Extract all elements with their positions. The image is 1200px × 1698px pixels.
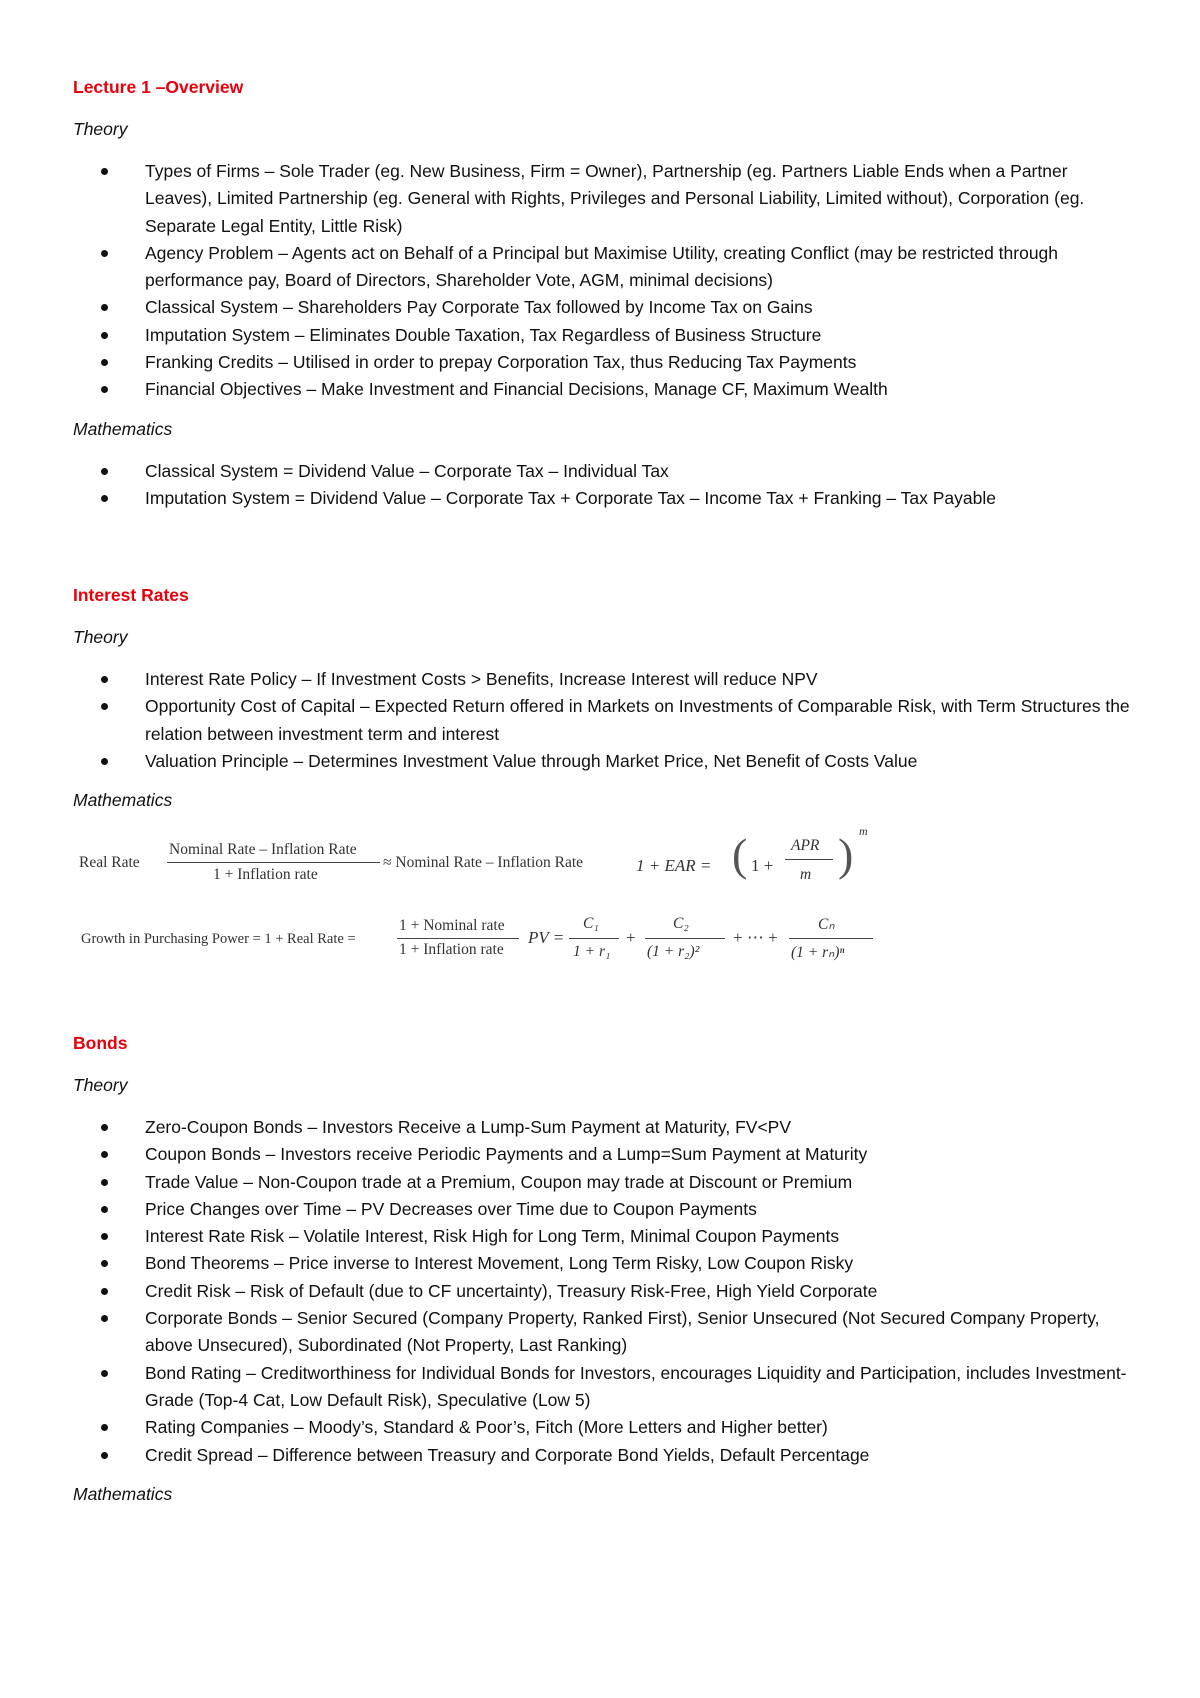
ear-lhs: 1 + EAR = — [636, 856, 712, 875]
gpp-fraction-bar — [397, 938, 519, 939]
pv-ellipsis: + ⋯ + — [733, 928, 778, 947]
section-heading: Bonds — [73, 1033, 128, 1053]
pv-term1-denominator: 1 + r₁ — [573, 943, 611, 960]
theory-label: Theory — [73, 627, 128, 647]
theory-label: Theory — [73, 119, 128, 139]
ear-one-plus: 1 + — [751, 856, 774, 875]
section-bonds — [73, 1031, 1133, 1506]
mathematics-list — [73, 458, 1133, 513]
ear-numerator: APR — [791, 837, 820, 854]
list-item: Valuation Principle – Determines Investment Value through Market Price, Net Benefit of Costs Value — [73, 748, 1133, 775]
pv-termn-denominator: (1 + rₙ)ⁿ — [791, 944, 845, 961]
gpp-numerator: 1 + Nominal rate — [399, 917, 505, 934]
list-item: Imputation System = Dividend Value – Corporate Tax + Corporate Tax – Income Tax + Franking – Tax Payable — [73, 485, 1133, 512]
ear-left-paren: ( — [732, 829, 748, 880]
list-item: Imputation System – Eliminates Double Taxation, Tax Regardless of Business Structure — [73, 322, 1133, 349]
pv-term2-denominator: (1 + r₂)² — [647, 943, 700, 960]
list-item: Types of Firms – Sole Trader (eg. New Business, Firm = Owner), Partnership (eg. Partners Liable Ends when a Partner Leaves), Limited Partnership (eg. General with Rights, Privileges and Personal Liability, Limited without), Corporation (eg. Separate Legal Entity, Little Risk) — [73, 158, 1133, 240]
list-item: Coupon Bonds – Investors receive Periodic Payments and a Lump=Sum Payment at Maturity — [73, 1141, 1133, 1168]
gpp-lhs: Growth in Purchasing Power = 1 + Real Rate = — [81, 931, 356, 947]
section-interest-rates — [73, 583, 1133, 812]
section-heading: Interest Rates — [73, 585, 189, 605]
list-item: Bond Theorems – Price inverse to Interest Movement, Long Term Risky, Low Coupon Risky — [73, 1250, 1133, 1277]
list-item: Price Changes over Time – PV Decreases over Time due to Coupon Payments — [73, 1196, 1133, 1223]
real-rate-denominator: 1 + Inflation rate — [213, 866, 318, 883]
list-item: Bond Rating – Creditworthiness for Individual Bonds for Investors, encourages Liquidity and Participation, includes Investment-Grade (Top-4 Cat, Low Default Risk), Speculative (Low 5) — [73, 1360, 1133, 1415]
formula-block — [73, 826, 903, 976]
pv-lhs: PV = — [528, 928, 565, 947]
gpp-denominator: 1 + Inflation rate — [399, 941, 504, 958]
ear-denominator: m — [800, 866, 812, 883]
list-item: Rating Companies – Moody’s, Standard & Poor’s, Fitch (More Letters and Higher better) — [73, 1414, 1133, 1441]
list-item: Agency Problem – Agents act on Behalf of a Principal but Maximise Utility, creating Conflict (may be restricted through performance pay, Board of Directors, Shareholder Vote, AGM, minimal decisions) — [73, 240, 1133, 295]
theory-list — [73, 666, 1133, 775]
list-item: Classical System – Shareholders Pay Corporate Tax followed by Income Tax on Gains — [73, 294, 1133, 321]
list-item: Interest Rate Risk – Volatile Interest, Risk High for Long Term, Minimal Coupon Payments — [73, 1223, 1133, 1250]
list-item: Zero-Coupon Bonds – Investors Receive a Lump-Sum Payment at Maturity, FV<PV — [73, 1114, 1133, 1141]
pv-termn-bar — [789, 938, 873, 939]
list-item: Credit Risk – Risk of Default (due to CF uncertainty), Treasury Risk-Free, High Yield Corporate — [73, 1278, 1133, 1305]
list-item: Credit Spread – Difference between Treasury and Corporate Bond Yields, Default Percentage — [73, 1442, 1133, 1469]
list-item: Trade Value – Non-Coupon trade at a Premium, Coupon may trade at Discount or Premium — [73, 1169, 1133, 1196]
real-rate-approximation: ≈ Nominal Rate – Inflation Rate — [383, 854, 584, 871]
real-rate-fraction-bar — [167, 862, 380, 863]
real-rate-numerator: Nominal Rate – Inflation Rate — [169, 841, 357, 858]
list-item: Classical System = Dividend Value – Corporate Tax – Individual Tax — [73, 458, 1133, 485]
pv-term2-numerator: C₂ — [673, 915, 689, 932]
ear-fraction-bar — [785, 859, 833, 860]
theory-label: Theory — [73, 1075, 128, 1095]
list-item: Franking Credits – Utilised in order to prepay Corporation Tax, thus Reducing Tax Payments — [73, 349, 1133, 376]
ear-exponent: m — [859, 824, 868, 838]
pv-termn-numerator: Cₙ — [818, 916, 835, 933]
list-item: Interest Rate Policy – If Investment Costs > Benefits, Increase Interest will reduce NPV — [73, 666, 1133, 693]
ear-right-paren: ) — [838, 829, 854, 880]
mathematics-label: Mathematics — [73, 1483, 173, 1504]
list-item: Opportunity Cost of Capital – Expected Return offered in Markets on Investments of Comparable Risk, with Term Structures the relation between investment term and interest — [73, 693, 1133, 748]
pv-term1-numerator: C₁ — [583, 915, 599, 932]
section-heading: Lecture 1 –Overview — [73, 77, 244, 97]
pv-term1-bar — [569, 938, 619, 939]
list-item: Corporate Bonds – Senior Secured (Company Property, Ranked First), Senior Unsecured (Not Secured Company Property, above Unsecured), Subordinated (Not Property, Last Ranking) — [73, 1305, 1133, 1360]
theory-list — [73, 1114, 1133, 1469]
pv-term2-bar — [645, 938, 725, 939]
list-item: Financial Objectives – Make Investment and Financial Decisions, Manage CF, Maximum Wealth — [73, 376, 1133, 403]
mathematics-label: Mathematics — [73, 418, 173, 439]
theory-list — [73, 158, 1133, 404]
real-rate-label: Real Rate — [79, 854, 140, 871]
section-lecture-1 — [73, 75, 1133, 512]
mathematics-label: Mathematics — [73, 790, 173, 811]
pv-plus: + — [626, 928, 636, 947]
